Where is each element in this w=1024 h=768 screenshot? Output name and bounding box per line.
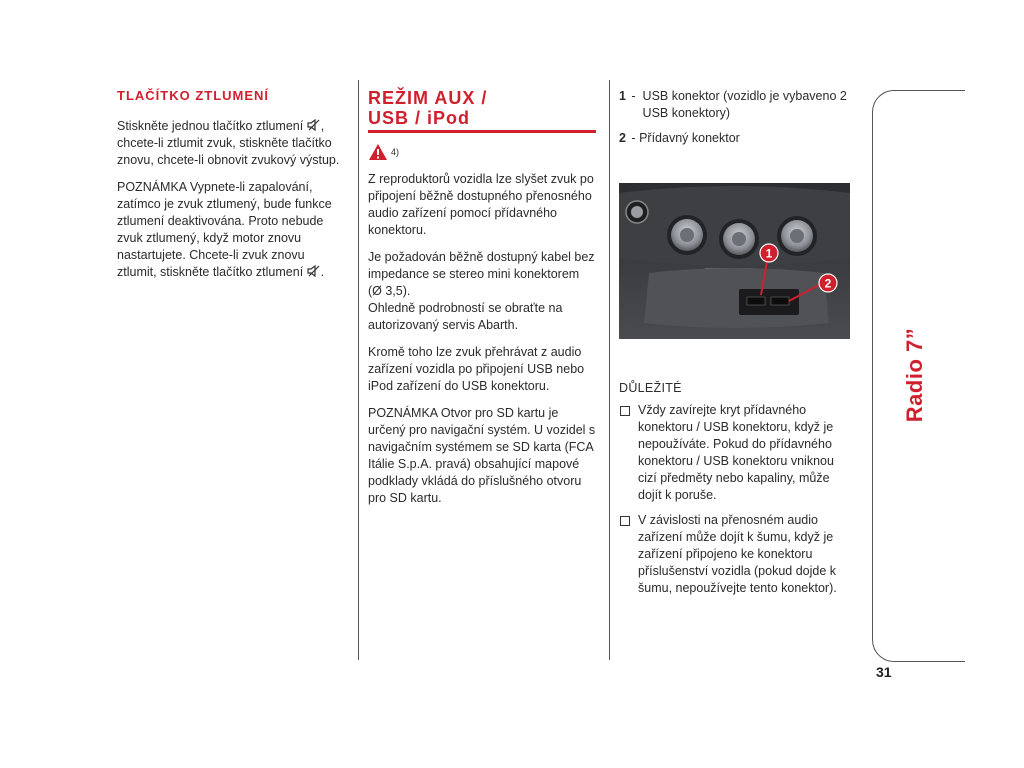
warning-triangle-icon xyxy=(368,143,388,161)
legend-item: 1 - USB konektor (vozidlo je vybaveno 2 USB konektory) xyxy=(619,89,847,120)
column-mute-button xyxy=(117,88,343,291)
column-aux-usb xyxy=(368,88,596,517)
checkbox-bullet-icon xyxy=(620,516,630,526)
legend-item: 2 - Přídavný konektor xyxy=(619,131,740,145)
warning-reference: 4) xyxy=(368,143,596,161)
chapter-tab-label: Radio 7” xyxy=(902,327,927,423)
paragraph-mute-1: Stiskněte jednou tlačítko ztlumení , chcete-li ztlumit zvuk, stiskněte tlačítko znovu, chcete-li obnovit zvukový výstup. xyxy=(117,119,340,167)
column-legend xyxy=(619,88,851,155)
section-heading-mute: TLAČÍTKO ZTLUMENÍ xyxy=(117,88,270,103)
list-item: V závislosti na přenosném audio zařízení může dojít k šumu, když je zařízení připojeno ke konektoru příslušenství vozidla (pokud dojde k šumu, nepoužívejte tento konektor). xyxy=(619,512,851,597)
paragraph-aux-3: Kromě toho lze zvuk přehrávat z audio zařízení vozidla po připojení USB nebo iPod zařízení do USB konektoru. xyxy=(368,345,585,393)
mute-speaker-icon xyxy=(307,265,321,277)
heading-rule xyxy=(368,130,596,133)
list-item: Vždy zavírejte kryt přídavného konektoru / USB konektoru, když je nepoužíváte. Pokud do přídavného konektoru / USB konektoru vniknou cizí předměty nebo kapaliny, může dojít k poruše. xyxy=(619,402,851,504)
paragraph-aux-1: Z reproduktorů vozidla lze slyšet zvuk po připojení běžně dostupného přenosného audio zařízení pomocí přídavného konektoru. xyxy=(368,172,594,237)
paragraph-mute-2: POZNÁMKA Vypnete-li zapalování, zatímco je zvuk ztlumený, bude funkce ztlumení deaktivována. Proto nebude zvuk ztlumený, když motor znovu nastartujete. Chcete-li zvuk znovu ztlumit, stiskněte tlačítko ztlumení . xyxy=(117,180,332,279)
console-illustration xyxy=(619,183,850,339)
column-divider xyxy=(358,80,359,660)
paragraph-aux-2: Je požadován běžně dostupný kabel bez impedance se stereo mini konektorem (Ø 3,5). Ohledně podrobností se obraťte na autorizovaný servis Abarth. xyxy=(368,250,595,332)
callout-1-label: 1 xyxy=(765,246,773,261)
important-list xyxy=(619,402,851,605)
important-heading: DŮLEŽITÉ xyxy=(619,381,682,395)
checkbox-bullet-icon xyxy=(620,406,630,416)
column-divider xyxy=(609,80,610,660)
section-heading-aux: REŽIM AUX / USB / iPod xyxy=(368,88,488,128)
callout-2-label: 2 xyxy=(824,276,832,291)
paragraph-aux-4: POZNÁMKA Otvor pro SD kartu je určený pro navigační systém. U vozidel s navigačním systémem se SD karta (FCA Itálie S.p.A. pravá) obsahující mapové podklady vkládá do příslušného otvoru pro SD kartu. xyxy=(368,406,596,505)
console-photo xyxy=(619,183,850,339)
mute-speaker-icon xyxy=(307,119,321,131)
page-number: 31 xyxy=(876,664,892,680)
